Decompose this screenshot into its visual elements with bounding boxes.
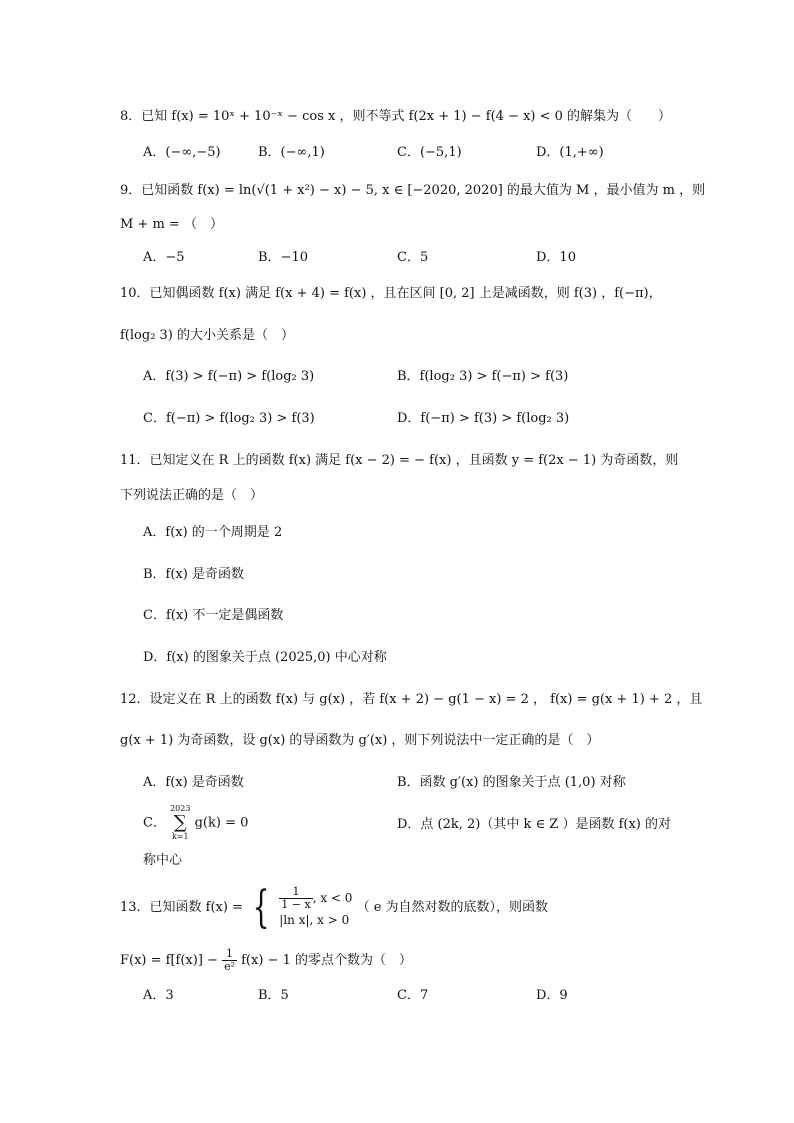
q12-stem-continued: g(x + 1) 为奇函数，设 g(x) 的导函数为 g′(x) ，则下列说法中一定正确的是（ ） — [120, 733, 600, 748]
q12-option-c-expr: g(k) = 0 — [194, 815, 249, 831]
q10-option-d: D．f(−π) > f(3) > f(log₂ 3) — [397, 411, 570, 426]
q12-option-b: B．函数 g′(x) 的图象关于点 (1,0) 对称 — [397, 775, 626, 790]
q13-function-def: F(x) = f[f(x)] − — [120, 953, 218, 968]
q8-option-b: B．(−∞,1) — [258, 145, 325, 160]
q8-stem: 8．已知 f(x) = 10ˣ + 10⁻ˣ − cos x ，则不等式 f(2x + 1) − f(4 − x) < 0 的解集为（ ） — [120, 109, 672, 124]
summation-symbol: 2023 ∑ k=1 — [170, 804, 191, 841]
q13-stem-suffix: （ e 为自然对数的底数），则函数 — [356, 900, 549, 915]
q13-fraction: $\frac{1}{\text{e²}}$ — [224, 947, 235, 973]
q13-option-b: B．5 — [258, 988, 289, 1003]
q9-option-a: A．−5 — [143, 250, 185, 265]
q11-option-c: C．f(x) 不一定是偶函数 — [143, 608, 284, 623]
q12-option-c-label: C． — [143, 815, 166, 831]
q12-option-d-continued: 称中心 — [143, 853, 183, 868]
q12-option-a: A．f(x) 是奇函数 — [143, 775, 244, 790]
q13-option-c: C．7 — [397, 988, 429, 1003]
case-1: $\frac{1}{1 - x}$ , x < 0 — [281, 885, 353, 911]
left-brace-icon: { — [252, 881, 270, 933]
q11-option-d: D．f(x) 的图象关于点 (2025,0) 中心对称 — [143, 650, 387, 665]
q13-stem-prefix: 13．已知函数 f(x) = — [120, 900, 243, 915]
q13-stem — [120, 880, 548, 936]
q12-option-d: D．点 (2k, 2)（其中 k ∈ Z ）是函数 f(x) 的对 — [397, 817, 671, 832]
q11-stem-continued: 下列说法正确的是（ ） — [120, 488, 264, 503]
q10-stem: 10．已知偶函数 f(x) 满足 f(x + 4) = f(x) ，且在区间 [0, 2] 上是减函数，则 f(3) ，f(−π)， — [120, 286, 662, 301]
q9-option-c: C．5 — [397, 250, 429, 265]
q9-option-b: B．−10 — [258, 250, 308, 265]
q13-stem-continued — [120, 948, 412, 973]
case-2: |ln x|, x > 0 — [279, 913, 350, 927]
q8-option-c: C．(−5,1) — [397, 145, 462, 160]
q12-stem: 12．设定义在 R 上的函数 f(x) 与 g(x) ，若 f(x + 2) − g(1 − x) = 2 ， f(x) = g(x + 1) + 2 ，且 — [120, 692, 703, 707]
q9-option-d: D．10 — [536, 250, 576, 265]
q11-option-a: A．f(x) 的一个周期是 2 — [143, 525, 283, 540]
case-1-fraction: $\frac{1}{1 - x}$ — [281, 885, 311, 911]
q10-option-c: C．f(−π) > f(log₂ 3) > f(3) — [143, 411, 315, 426]
q13-option-d: D．9 — [536, 988, 568, 1003]
q13-stem-tail: f(x) − 1 的零点个数为（ ） — [241, 953, 412, 968]
q8-option-a: A．(−∞,−5) — [143, 145, 221, 160]
piecewise-cases — [279, 886, 352, 929]
q9-stem: 9．已知函数 f(x) = ln(√(1 + x²) − x) − 5, x ∈ [−2020, 2020] 的最大值为 M ，最小值为 m ，则 — [120, 183, 706, 198]
q9-stem-continued: M + m = （ ） — [120, 217, 223, 232]
q8-option-d: D．(1,+∞) — [536, 145, 604, 160]
q11-stem: 11．已知定义在 R 上的函数 f(x) 满足 f(x − 2) = − f(x) ，且函数 y = f(2x − 1) 为奇函数，则 — [120, 453, 679, 468]
q10-option-b: B．f(log₂ 3) > f(−π) > f(3) — [397, 369, 569, 384]
q11-option-b: B．f(x) 是奇函数 — [143, 567, 244, 582]
q10-option-a: A．f(3) > f(−π) > f(log₂ 3) — [143, 369, 315, 384]
q13-option-a: A．3 — [143, 988, 174, 1003]
q10-stem-continued: f(log₂ 3) 的大小关系是（ ） — [120, 328, 295, 343]
q12-option-c — [143, 804, 248, 842]
